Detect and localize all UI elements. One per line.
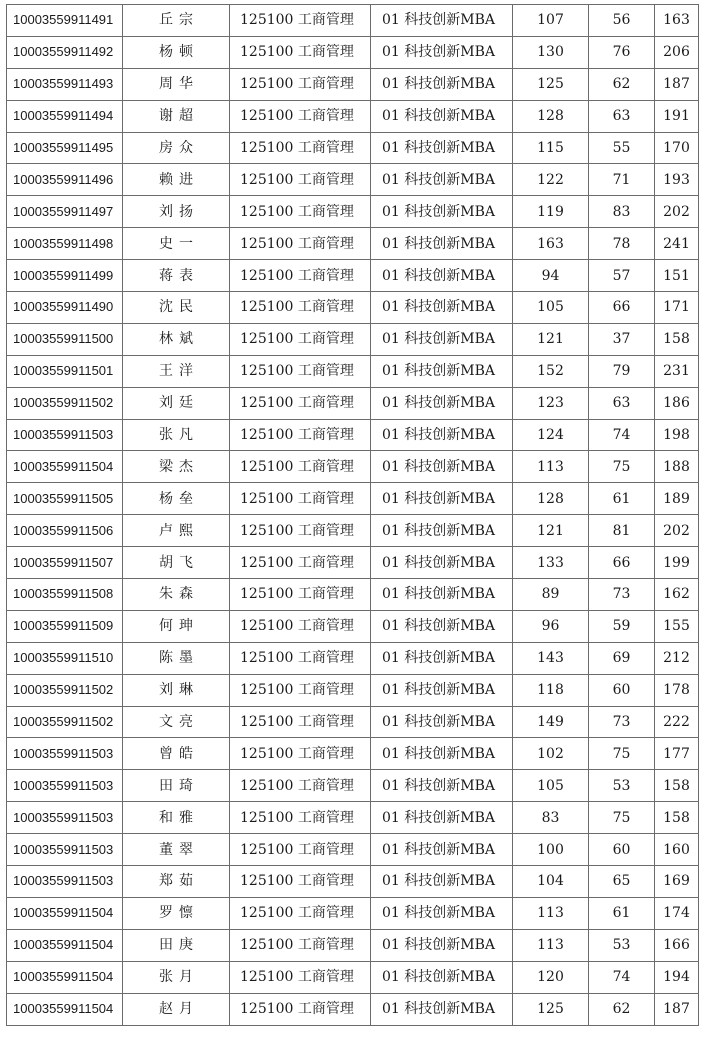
name-cell: 谢超	[123, 100, 230, 132]
score-table	[6, 4, 699, 1026]
total-cell: 206	[655, 36, 699, 68]
major-cell: 125100 工商管理	[230, 834, 371, 866]
score2-cell: 55	[589, 132, 655, 164]
major-cell: 125100 工商管理	[230, 642, 371, 674]
major-cell: 125100 工商管理	[230, 897, 371, 929]
score1-cell: 125	[513, 993, 589, 1025]
name-cell: 梁杰	[123, 451, 230, 483]
candidate-id-cell: 10003559911506	[7, 515, 123, 547]
table-row	[7, 610, 699, 642]
total-cell: 193	[655, 164, 699, 196]
score1-cell: 104	[513, 866, 589, 898]
score2-cell: 73	[589, 579, 655, 611]
name-cell: 田庚	[123, 929, 230, 961]
major-cell: 125100 工商管理	[230, 802, 371, 834]
direction-cell: 01 科技创新MBA	[371, 929, 513, 961]
table-row	[7, 706, 699, 738]
candidate-id-cell: 10003559911510	[7, 642, 123, 674]
score1-cell: 143	[513, 642, 589, 674]
candidate-id-cell: 10003559911497	[7, 196, 123, 228]
table-row	[7, 770, 699, 802]
candidate-id-cell: 10003559911498	[7, 228, 123, 260]
table-row	[7, 196, 699, 228]
table-row	[7, 387, 699, 419]
direction-cell: 01 科技创新MBA	[371, 834, 513, 866]
score2-cell: 75	[589, 802, 655, 834]
score2-cell: 59	[589, 610, 655, 642]
total-cell: 187	[655, 68, 699, 100]
direction-cell: 01 科技创新MBA	[371, 866, 513, 898]
name-cell: 罗懔	[123, 897, 230, 929]
total-cell: 231	[655, 355, 699, 387]
total-cell: 188	[655, 451, 699, 483]
score2-cell: 83	[589, 196, 655, 228]
table-row	[7, 419, 699, 451]
name-cell: 刘琳	[123, 674, 230, 706]
major-cell: 125100 工商管理	[230, 260, 371, 292]
name-cell: 王洋	[123, 355, 230, 387]
direction-cell: 01 科技创新MBA	[371, 961, 513, 993]
score1-cell: 152	[513, 355, 589, 387]
score2-cell: 53	[589, 770, 655, 802]
table-row	[7, 674, 699, 706]
score2-cell: 66	[589, 292, 655, 324]
score1-cell: 120	[513, 961, 589, 993]
table-row	[7, 100, 699, 132]
candidate-id-cell: 10003559911504	[7, 929, 123, 961]
table-row	[7, 897, 699, 929]
table-row	[7, 866, 699, 898]
score2-cell: 63	[589, 387, 655, 419]
total-cell: 198	[655, 419, 699, 451]
score1-cell: 105	[513, 770, 589, 802]
name-cell: 卢熙	[123, 515, 230, 547]
candidate-id-cell: 10003559911499	[7, 260, 123, 292]
major-cell: 125100 工商管理	[230, 706, 371, 738]
score2-cell: 79	[589, 355, 655, 387]
total-cell: 169	[655, 866, 699, 898]
major-cell: 125100 工商管理	[230, 5, 371, 37]
major-cell: 125100 工商管理	[230, 292, 371, 324]
major-cell: 125100 工商管理	[230, 36, 371, 68]
score1-cell: 163	[513, 228, 589, 260]
name-cell: 杨顿	[123, 36, 230, 68]
score1-cell: 113	[513, 897, 589, 929]
score1-cell: 121	[513, 323, 589, 355]
direction-cell: 01 科技创新MBA	[371, 515, 513, 547]
name-cell: 陈墨	[123, 642, 230, 674]
direction-cell: 01 科技创新MBA	[371, 196, 513, 228]
table-row	[7, 68, 699, 100]
name-cell: 周华	[123, 68, 230, 100]
table-row	[7, 228, 699, 260]
major-cell: 125100 工商管理	[230, 770, 371, 802]
major-cell: 125100 工商管理	[230, 419, 371, 451]
score2-cell: 74	[589, 419, 655, 451]
major-cell: 125100 工商管理	[230, 132, 371, 164]
major-cell: 125100 工商管理	[230, 355, 371, 387]
total-cell: 158	[655, 770, 699, 802]
direction-cell: 01 科技创新MBA	[371, 483, 513, 515]
name-cell: 房众	[123, 132, 230, 164]
candidate-id-cell: 10003559911503	[7, 834, 123, 866]
score2-cell: 37	[589, 323, 655, 355]
score2-cell: 61	[589, 897, 655, 929]
major-cell: 125100 工商管理	[230, 387, 371, 419]
total-cell: 178	[655, 674, 699, 706]
candidate-id-cell: 10003559911492	[7, 36, 123, 68]
score2-cell: 62	[589, 993, 655, 1025]
direction-cell: 01 科技创新MBA	[371, 610, 513, 642]
total-cell: 202	[655, 515, 699, 547]
name-cell: 赵月	[123, 993, 230, 1025]
major-cell: 125100 工商管理	[230, 228, 371, 260]
major-cell: 125100 工商管理	[230, 196, 371, 228]
direction-cell: 01 科技创新MBA	[371, 260, 513, 292]
major-cell: 125100 工商管理	[230, 100, 371, 132]
direction-cell: 01 科技创新MBA	[371, 68, 513, 100]
total-cell: 241	[655, 228, 699, 260]
major-cell: 125100 工商管理	[230, 323, 371, 355]
direction-cell: 01 科技创新MBA	[371, 323, 513, 355]
score2-cell: 71	[589, 164, 655, 196]
candidate-id-cell: 10003559911504	[7, 897, 123, 929]
total-cell: 194	[655, 961, 699, 993]
major-cell: 125100 工商管理	[230, 164, 371, 196]
score1-cell: 89	[513, 579, 589, 611]
score1-cell: 102	[513, 738, 589, 770]
total-cell: 166	[655, 929, 699, 961]
major-cell: 125100 工商管理	[230, 866, 371, 898]
major-cell: 125100 工商管理	[230, 547, 371, 579]
table-row	[7, 451, 699, 483]
total-cell: 212	[655, 642, 699, 674]
total-cell: 151	[655, 260, 699, 292]
name-cell: 田琦	[123, 770, 230, 802]
name-cell: 张月	[123, 961, 230, 993]
total-cell: 171	[655, 292, 699, 324]
table-row	[7, 834, 699, 866]
name-cell: 张凡	[123, 419, 230, 451]
score1-cell: 96	[513, 610, 589, 642]
direction-cell: 01 科技创新MBA	[371, 897, 513, 929]
score2-cell: 81	[589, 515, 655, 547]
candidate-id-cell: 10003559911503	[7, 866, 123, 898]
total-cell: 222	[655, 706, 699, 738]
direction-cell: 01 科技创新MBA	[371, 706, 513, 738]
score2-cell: 74	[589, 961, 655, 993]
name-cell: 董翠	[123, 834, 230, 866]
direction-cell: 01 科技创新MBA	[371, 419, 513, 451]
direction-cell: 01 科技创新MBA	[371, 451, 513, 483]
name-cell: 朱森	[123, 579, 230, 611]
score2-cell: 63	[589, 100, 655, 132]
name-cell: 丘宗	[123, 5, 230, 37]
table-row	[7, 642, 699, 674]
candidate-id-cell: 10003559911502	[7, 387, 123, 419]
candidate-id-cell: 10003559911493	[7, 68, 123, 100]
direction-cell: 01 科技创新MBA	[371, 993, 513, 1025]
candidate-id-cell: 10003559911494	[7, 100, 123, 132]
score2-cell: 53	[589, 929, 655, 961]
score2-cell: 69	[589, 642, 655, 674]
candidate-id-cell: 10003559911502	[7, 706, 123, 738]
score1-cell: 83	[513, 802, 589, 834]
total-cell: 177	[655, 738, 699, 770]
candidate-id-cell: 10003559911502	[7, 674, 123, 706]
table-row	[7, 802, 699, 834]
name-cell: 和雅	[123, 802, 230, 834]
total-cell: 189	[655, 483, 699, 515]
table-row	[7, 260, 699, 292]
name-cell: 郑茹	[123, 866, 230, 898]
total-cell: 160	[655, 834, 699, 866]
total-cell: 158	[655, 802, 699, 834]
score1-cell: 128	[513, 483, 589, 515]
table-row	[7, 132, 699, 164]
name-cell: 沈民	[123, 292, 230, 324]
score1-cell: 130	[513, 36, 589, 68]
table-row	[7, 929, 699, 961]
direction-cell: 01 科技创新MBA	[371, 5, 513, 37]
candidate-id-cell: 10003559911507	[7, 547, 123, 579]
total-cell: 186	[655, 387, 699, 419]
direction-cell: 01 科技创新MBA	[371, 387, 513, 419]
total-cell: 202	[655, 196, 699, 228]
candidate-id-cell: 10003559911504	[7, 451, 123, 483]
score1-cell: 118	[513, 674, 589, 706]
major-cell: 125100 工商管理	[230, 738, 371, 770]
direction-cell: 01 科技创新MBA	[371, 355, 513, 387]
table-row	[7, 547, 699, 579]
score1-cell: 119	[513, 196, 589, 228]
candidate-id-cell: 10003559911505	[7, 483, 123, 515]
score2-cell: 57	[589, 260, 655, 292]
table-row	[7, 738, 699, 770]
name-cell: 蒋表	[123, 260, 230, 292]
major-cell: 125100 工商管理	[230, 483, 371, 515]
score1-cell: 121	[513, 515, 589, 547]
major-cell: 125100 工商管理	[230, 674, 371, 706]
direction-cell: 01 科技创新MBA	[371, 802, 513, 834]
table-row	[7, 961, 699, 993]
table-body	[7, 5, 699, 1026]
direction-cell: 01 科技创新MBA	[371, 642, 513, 674]
candidate-id-cell: 10003559911490	[7, 292, 123, 324]
table-row	[7, 323, 699, 355]
name-cell: 胡飞	[123, 547, 230, 579]
score1-cell: 149	[513, 706, 589, 738]
score1-cell: 115	[513, 132, 589, 164]
candidate-id-cell: 10003559911503	[7, 419, 123, 451]
score2-cell: 75	[589, 738, 655, 770]
candidate-id-cell: 10003559911503	[7, 770, 123, 802]
table-row	[7, 483, 699, 515]
direction-cell: 01 科技创新MBA	[371, 579, 513, 611]
table-row	[7, 515, 699, 547]
score2-cell: 73	[589, 706, 655, 738]
name-cell: 何珅	[123, 610, 230, 642]
score2-cell: 60	[589, 674, 655, 706]
major-cell: 125100 工商管理	[230, 579, 371, 611]
score1-cell: 122	[513, 164, 589, 196]
score1-cell: 124	[513, 419, 589, 451]
total-cell: 158	[655, 323, 699, 355]
total-cell: 191	[655, 100, 699, 132]
score2-cell: 78	[589, 228, 655, 260]
direction-cell: 01 科技创新MBA	[371, 36, 513, 68]
major-cell: 125100 工商管理	[230, 610, 371, 642]
score1-cell: 113	[513, 929, 589, 961]
score1-cell: 125	[513, 68, 589, 100]
table-row	[7, 579, 699, 611]
score1-cell: 123	[513, 387, 589, 419]
total-cell: 155	[655, 610, 699, 642]
score1-cell: 100	[513, 834, 589, 866]
candidate-id-cell: 10003559911495	[7, 132, 123, 164]
candidate-id-cell: 10003559911504	[7, 961, 123, 993]
candidate-id-cell: 10003559911501	[7, 355, 123, 387]
direction-cell: 01 科技创新MBA	[371, 738, 513, 770]
score1-cell: 94	[513, 260, 589, 292]
score1-cell: 105	[513, 292, 589, 324]
table-row	[7, 993, 699, 1025]
major-cell: 125100 工商管理	[230, 961, 371, 993]
candidate-id-cell: 10003559911508	[7, 579, 123, 611]
total-cell: 163	[655, 5, 699, 37]
candidate-id-cell: 10003559911496	[7, 164, 123, 196]
name-cell: 曾皓	[123, 738, 230, 770]
score2-cell: 76	[589, 36, 655, 68]
total-cell: 170	[655, 132, 699, 164]
name-cell: 史一	[123, 228, 230, 260]
major-cell: 125100 工商管理	[230, 68, 371, 100]
score2-cell: 65	[589, 866, 655, 898]
major-cell: 125100 工商管理	[230, 929, 371, 961]
direction-cell: 01 科技创新MBA	[371, 674, 513, 706]
score2-cell: 61	[589, 483, 655, 515]
name-cell: 刘廷	[123, 387, 230, 419]
table-row	[7, 292, 699, 324]
total-cell: 187	[655, 993, 699, 1025]
table-row	[7, 5, 699, 37]
name-cell: 刘扬	[123, 196, 230, 228]
major-cell: 125100 工商管理	[230, 515, 371, 547]
candidate-id-cell: 10003559911503	[7, 738, 123, 770]
score2-cell: 62	[589, 68, 655, 100]
score1-cell: 128	[513, 100, 589, 132]
score-table-container	[6, 4, 699, 1026]
direction-cell: 01 科技创新MBA	[371, 164, 513, 196]
name-cell: 杨垒	[123, 483, 230, 515]
direction-cell: 01 科技创新MBA	[371, 770, 513, 802]
name-cell: 赖进	[123, 164, 230, 196]
direction-cell: 01 科技创新MBA	[371, 228, 513, 260]
table-row	[7, 36, 699, 68]
score1-cell: 113	[513, 451, 589, 483]
candidate-id-cell: 10003559911491	[7, 5, 123, 37]
name-cell: 林斌	[123, 323, 230, 355]
candidate-id-cell: 10003559911503	[7, 802, 123, 834]
table-row	[7, 355, 699, 387]
candidate-id-cell: 10003559911500	[7, 323, 123, 355]
score1-cell: 133	[513, 547, 589, 579]
score1-cell: 107	[513, 5, 589, 37]
total-cell: 162	[655, 579, 699, 611]
direction-cell: 01 科技创新MBA	[371, 547, 513, 579]
score2-cell: 60	[589, 834, 655, 866]
direction-cell: 01 科技创新MBA	[371, 100, 513, 132]
name-cell: 文亮	[123, 706, 230, 738]
score2-cell: 66	[589, 547, 655, 579]
candidate-id-cell: 10003559911504	[7, 993, 123, 1025]
table-row	[7, 164, 699, 196]
total-cell: 199	[655, 547, 699, 579]
direction-cell: 01 科技创新MBA	[371, 292, 513, 324]
major-cell: 125100 工商管理	[230, 451, 371, 483]
candidate-id-cell: 10003559911509	[7, 610, 123, 642]
total-cell: 174	[655, 897, 699, 929]
score2-cell: 56	[589, 5, 655, 37]
major-cell: 125100 工商管理	[230, 993, 371, 1025]
direction-cell: 01 科技创新MBA	[371, 132, 513, 164]
score2-cell: 75	[589, 451, 655, 483]
